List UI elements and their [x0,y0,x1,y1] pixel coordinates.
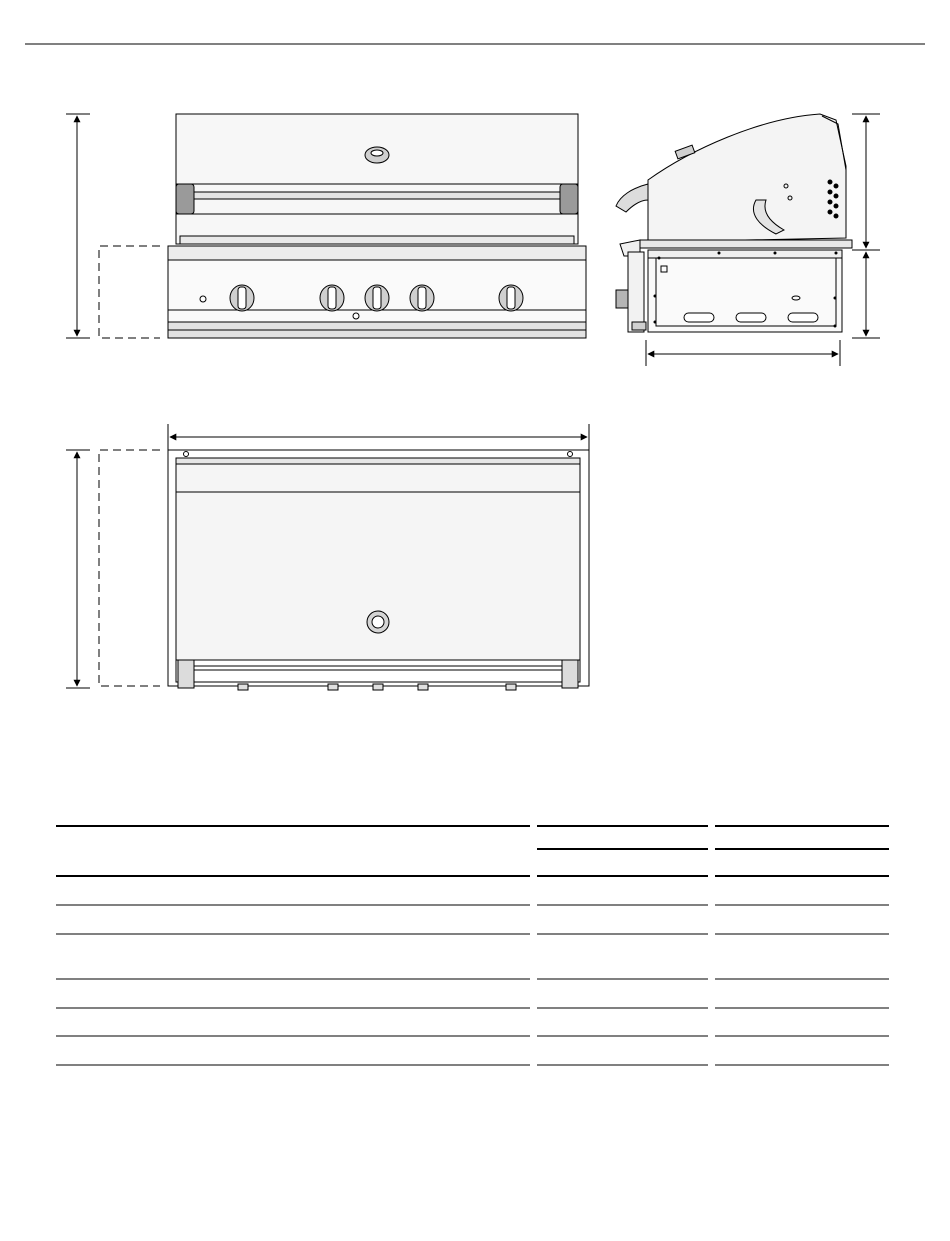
knob [410,285,434,311]
side-slot [684,313,714,322]
spec-table [56,826,889,1065]
side-handle [616,184,648,212]
top-handle-bracket-right [562,660,578,688]
side-slot [788,313,818,322]
front-view [66,114,586,338]
knob [499,285,523,311]
top-cutout-outline [99,450,160,686]
front-lid [176,114,578,244]
front-handle-bar [190,192,562,199]
front-handle-bracket-right [560,184,578,214]
knob [230,285,254,311]
top-handle-bracket-left [178,660,194,688]
side-hood [648,114,846,242]
side-view [616,114,880,366]
knob [365,285,389,311]
side-slot [736,313,766,322]
knob [320,285,344,311]
side-gas-fitting [616,290,628,308]
front-handle-bracket-left [176,184,194,214]
front-cutout-outline [99,246,160,338]
top-view [66,424,589,690]
front-ignition-button [200,296,206,302]
